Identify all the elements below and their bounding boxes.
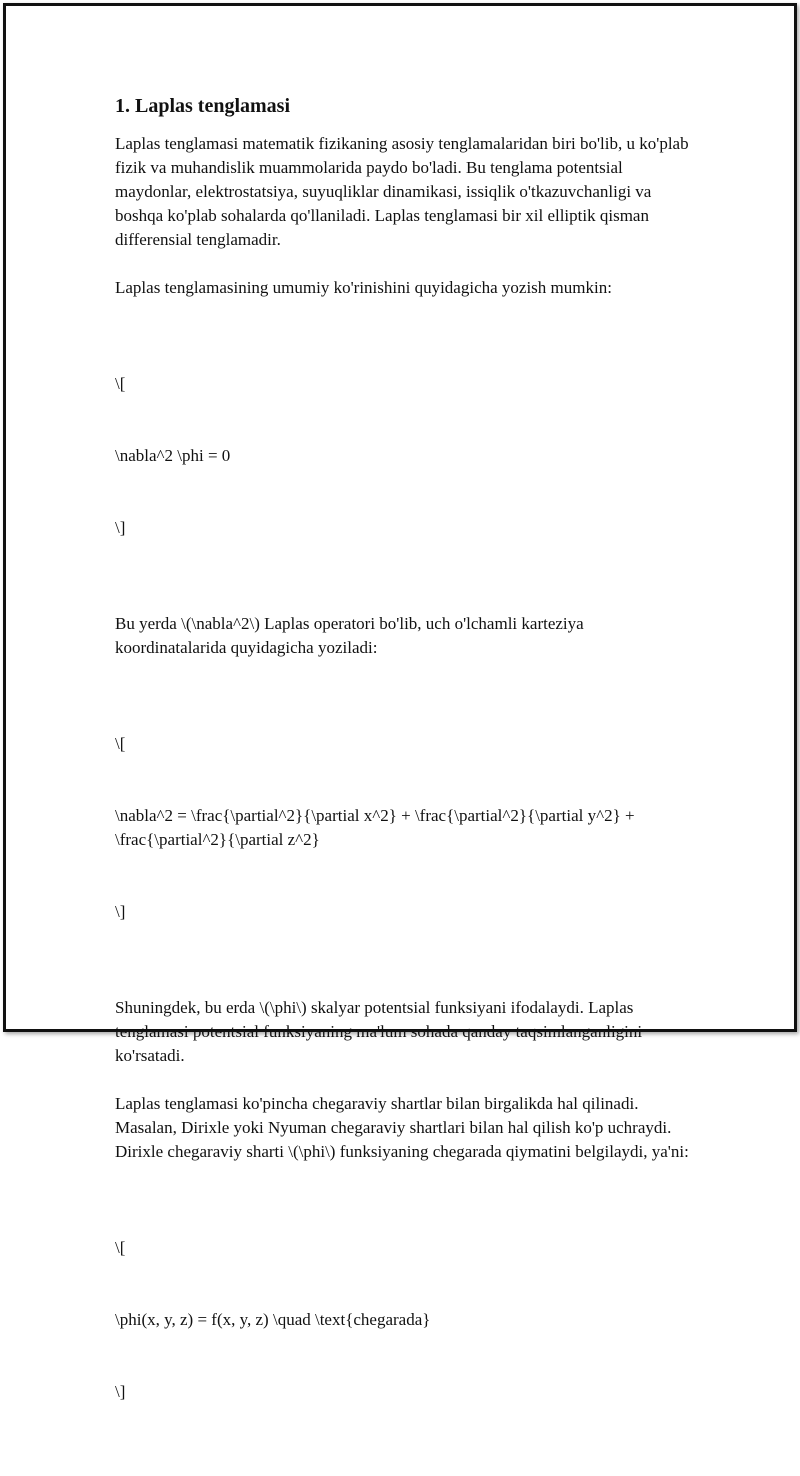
equation-close: \]: [115, 518, 126, 537]
equation-laplacian: [115, 684, 690, 972]
equation-open: \[: [115, 1238, 126, 1257]
paragraph-operator: Bu yerda \(\nabla^2\) Laplas operatori bo'lib, uch o'lchamli karteziya koordinatalarida quyidagicha yoziladi:: [115, 614, 584, 657]
paragraph-general-form: Laplas tenglamasining umumiy ko'rinishini quyidagicha yozish mumkin:: [115, 278, 612, 297]
equation-laplace: [115, 324, 690, 588]
paragraph-boundary: Laplas tenglamasi ko'pincha chegaraviy shartlar bilan birgalikda hal qilinadi. Masalan, Dirixle yoki Nyuman chegaraviy shartlari bilan hal qilish ko'p uchraydi. Dirixle chegaraviy sharti \(\phi\) funksiyaning chegarada qiymatini belgilaydi, ya'ni:: [115, 1094, 689, 1161]
equation-dirichlet: [115, 1188, 690, 1452]
paragraph-intro: Laplas tenglamasi matematik fizikaning asosiy tenglamalaridan biri bo'lib, u ko'plab fizik va muhandislik muammolarida paydo bo'ladi. Bu tenglama potentsial maydonlar, elektrostatsiya, suyuqliklar dinamikasi, issiqlik o'tkazuvchanligi va boshqa ko'plab sohalarda qo'llaniladi. Laplas tenglamasi bir xil elliptik qisman differensial tenglamadir.: [115, 134, 689, 249]
equation-body: \nabla^2 \phi = 0: [115, 446, 231, 465]
equation-body: \nabla^2 = \frac{\partial^2}{\partial x^2} + \frac{\partial^2}{\partial y^2} + \frac{\partial^2}{\partial z^2}: [115, 806, 639, 849]
paragraph-potential: Shuningdek, bu erda \(\phi\) skalyar potentsial funksiyani ifodalaydi. Laplas tenglamasi potentsial funksiyaning ma'lum sohada qanday taqsimlanganligini ko'rsatadi.: [115, 998, 643, 1065]
equation-close: \]: [115, 1382, 126, 1401]
equation-open: \[: [115, 374, 126, 393]
equation-open: \[: [115, 734, 126, 753]
equation-body: \phi(x, y, z) = f(x, y, z) \quad \text{chegarada}: [115, 1310, 431, 1329]
document-body: [115, 92, 690, 1476]
equation-close: \]: [115, 902, 126, 921]
section-heading: 1. Laplas tenglamasi: [115, 95, 291, 117]
